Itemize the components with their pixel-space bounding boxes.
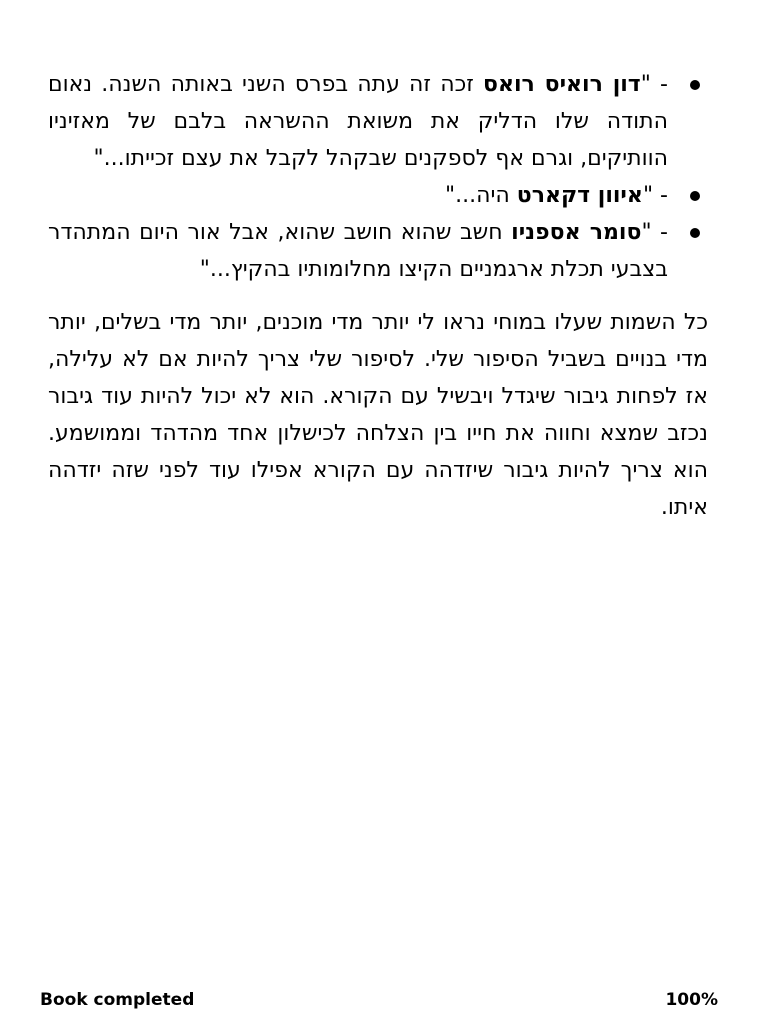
item-prefix: - " — [641, 220, 668, 245]
body-paragraph: כל השמות שעלו במוחי נראו לי יותר מדי מוכנים, יותר מדי בשלים, יותר מדי בנויים בשביל הסיפור שלי. לסיפור שלי צריך להיות אם לא עלילה, אז לפחות גיבור שיגדל ויבשיל עם הקורא. הוא לא יכול להיות עוד גיבור נכזב שמצא וחווה את חייו בין הצלחה לכישלון אחד מהדהד וממושמע. הוא צריך להיות גיבור שיזדהה עם הקורא אפילו עוד לפני שזה יזדהה איתו. — [48, 310, 708, 520]
item-text: היה..." — [445, 183, 517, 208]
book-status: Book completed — [40, 990, 195, 1010]
reading-progress: 100% — [665, 990, 718, 1010]
item-prefix: - " — [640, 72, 668, 97]
item-text: זכה זה עתה בפרס השני באותה השנה. נאום התודה שלו הדליק את משואת ההשראה בלבם של מאזיניו הוותיקים, וגרם אף לספקנים שבקהל לקבל את עצם זכייתו..." — [48, 72, 668, 171]
item-name: דון רואיס רואס — [483, 72, 641, 97]
reader-footer — [40, 990, 718, 1014]
bullet-icon — [690, 228, 700, 238]
item-text: חשב שהוא חושב שהוא, אבל אור היום המתהדר בצבעי תכלת ארגמניים הקיצו מחלומותיו בהקיץ..." — [48, 220, 668, 282]
bullet-icon — [690, 191, 700, 201]
bullet-icon — [690, 80, 700, 90]
item-name: סומר אספניו — [511, 220, 642, 245]
reader-page — [48, 66, 708, 526]
item-prefix: - " — [642, 183, 668, 208]
list-item — [48, 214, 708, 288]
list-item — [48, 177, 708, 214]
item-name: איוון דקארט — [516, 183, 643, 208]
list-item — [48, 66, 708, 177]
bullet-list — [48, 66, 708, 288]
